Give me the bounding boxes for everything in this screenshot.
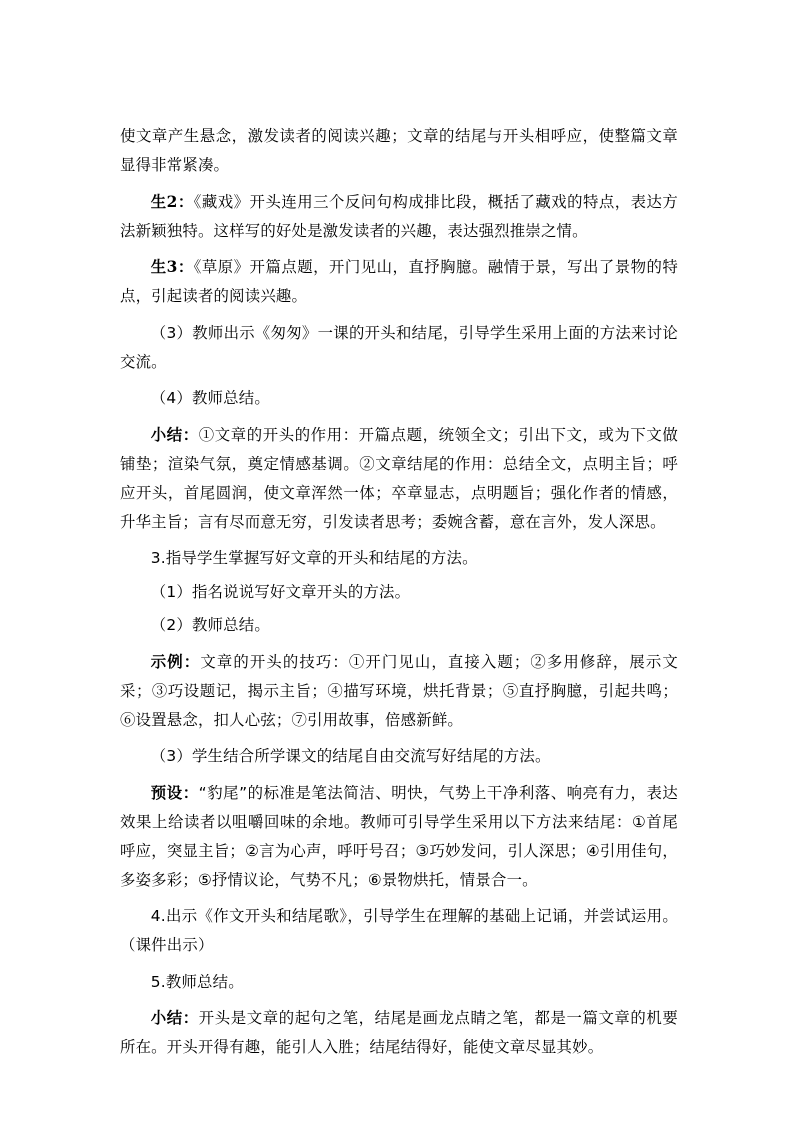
paragraph-section-5: [120, 968, 678, 997]
paragraph-label: 示例：: [150, 652, 201, 671]
paragraph-step-3: [120, 319, 678, 377]
paragraph-label: 小结：: [150, 425, 199, 444]
paragraph-step-4: [120, 384, 678, 413]
paragraph-text: 使文章产生悬念，激发读者的阅读兴趣；文章的结尾与开头相呼应，使整篇文章显得非常紧凑。: [120, 127, 678, 174]
document-body: [120, 122, 678, 1070]
paragraph-text: 《藏戏》开头连用三个反问句构成排比段，概括了藏戏的特点，表达方法新颖独特。这样写的好处是激发读者的兴趣，表达强烈推崇之情。: [120, 192, 678, 240]
paragraph-summary-2: [120, 1004, 678, 1062]
paragraph-label: 生3：: [150, 258, 194, 276]
paragraph-label: 小结：: [150, 1009, 199, 1027]
paragraph-text: 《草原》开篇点题，开门见山，直抒胸臆。融情于景，写出了景物的特点，引起读者的阅读兴趣。: [120, 258, 678, 305]
paragraph-text: 4.出示《作文开头和结尾歌》，引导学生在理解的基础上记诵，并尝试运用。（课件出示）: [120, 907, 678, 954]
paragraph-label: 预设：: [150, 783, 199, 802]
paragraph-label: 生2：: [150, 192, 194, 211]
paragraph-substep-1: [120, 578, 678, 607]
paragraph-text: 文章的开头的技巧：①开门见山，直接入题；②多用修辞，展示文采；③巧设题记，揭示主旨；④描写环境，烘托背景；⑤直抒胸臆，引起共鸣；⑥设置悬念，扣人心弦；⑦引用故事，倍感新鲜。: [120, 652, 678, 729]
paragraph-preset: [120, 779, 678, 895]
paragraph-summary-1: [120, 421, 678, 537]
paragraph-text: （1）指名说说写好文章开头的方法。: [150, 582, 411, 601]
paragraph-text: 5.教师总结。: [150, 972, 244, 991]
paragraph-text: ①文章的开头的作用：开篇点题，统领全文；引出下文，或为下文做铺垫；渲染气氛，奠定情感基调。②文章结尾的作用：总结全文，点明主旨；呼应开头，首尾圆润，使文章浑然一体；卒章显志，点明题旨；强化作者的情感，升华主旨；言有尽而意无穷，引发读者思考；委婉含蓄，意在言外，发人深思。: [120, 425, 678, 531]
paragraph-example: [120, 648, 678, 735]
paragraph-substep-2: [120, 611, 678, 640]
paragraph-text: （4）教师总结。: [150, 389, 270, 407]
paragraph-text: （3）教师出示《匆匆》一课的开头和结尾，引导学生采用上面的方法来讨论交流。: [120, 323, 678, 371]
paragraph-section-4: [120, 902, 678, 960]
paragraph-student-3: [120, 253, 678, 311]
paragraph-text: 3.指导学生掌握写好文章的开头和结尾的方法。: [150, 549, 478, 567]
paragraph-text: （3）学生结合所学课文的结尾自由交流写好结尾的方法。: [150, 747, 551, 765]
paragraph-text: “豹尾”的标准是笔法简洁、明快，气势上干净利落、响亮有力，表达效果上给读者以咀嚼回味的余地。教师可引导学生采用以下方法来结尾：①首尾呼应，突显主旨；②言为心声，呼吁号召；③巧妙发问，引人深思；④引用佳句，多姿多彩；⑤抒情议论，气势不凡；⑥景物烘托，情景合一。: [120, 783, 678, 889]
paragraph-text: 开头是文章的起句之笔，结尾是画龙点睛之笔，都是一篇文章的机要所在。开头开得有趣，能引人入胜；结尾结得好，能使文章尽显其妙。: [120, 1009, 678, 1056]
paragraph-section-3: [120, 544, 678, 573]
paragraph-continuation: [120, 122, 678, 180]
paragraph-student-2: [120, 188, 678, 246]
paragraph-text: （2）教师总结。: [150, 616, 270, 634]
paragraph-substep-3: [120, 742, 678, 771]
